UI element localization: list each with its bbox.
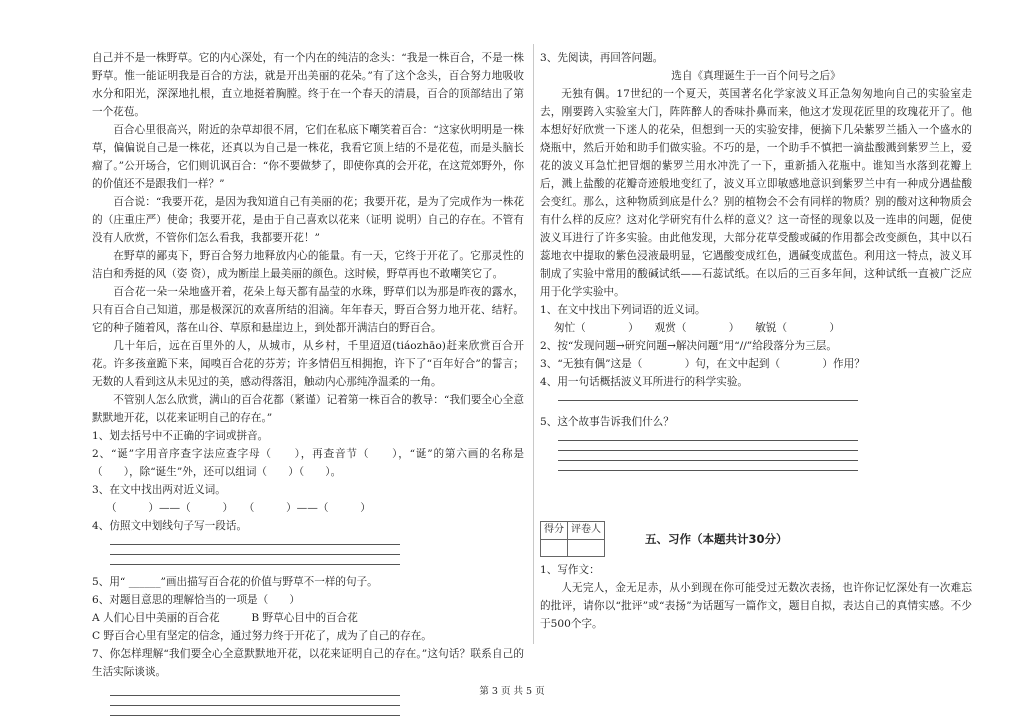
passage-paragraph-7: 不管别人怎么欣赏，满山的百合花都（紧谨）记着第一株百合的教导：“我们要全心全意默默地开花，以花来证明自己的存在。” bbox=[92, 394, 524, 424]
answer-line[interactable] bbox=[110, 705, 400, 706]
answer-line[interactable] bbox=[110, 554, 400, 555]
question-3: 3、在文中找出两对近义词。 bbox=[92, 484, 226, 496]
reading-passage: 无独有偶。17世纪的一个夏天，英国著名化学家波义耳正急匆匆地向自己的实验室走去，刚要跨入实验室大门，阵阵醉人的香味扑鼻而来，他这才发现花匠里的玫瑰花开了。他本想好好欣赏一下迷人的花朵，但想到一天的实验安排，便摘下几朵紫罗兰插入一个盛水的烧瓶中，然后开始和助手们做实验。不巧的是，一个助手不慎把一滴盐酸溅到紫罗兰上，爱花的波义耳急忙把冒烟的紫罗兰用水冲洗了一下，重新插入花瓶中。谁知当水落到花瓣上后，溅上盐酸的花瓣奇迹般地变红了，波义耳立即敏感地意识到紫罗兰中有一种成分遇盐酸会变红。那么，这种物质到底是什么？别的植物会不会有同样的物质？别的酸对这种物质会有什么样的反应？这对化学研究有什么样的意义？这一奇怪的现象以及一连串的问题，促使波义耳进行了许多实验。由此他发现，大部分花草受酸或碱的作用都会改变颜色，其中以石蕊地衣中提取的紫色浸液最明显，它遇酸变成红色，遇碱变成蓝色。利用这一特点，波义耳制成了实验中常用的酸碱试纸——石蕊试纸。在以后的三百多年间，这种试纸一直被广泛应用于化学实验中。 bbox=[540, 88, 972, 298]
passage-paragraph-2: 百合心里很高兴，附近的杂草却很不屑，它们在私底下嘲笑着百合：“这家伙明明是一株草，偏偏说自己是一株花，还真以为自己是一株花，我看它顶上结的不是花苞，而是头脑长瘤了。”公开场合，它们则讥讽百合：“你不要做梦了，即使你真的会开花，在这荒郊野外，你的价值还不是跟我们一样？” bbox=[92, 124, 524, 190]
page-number: 第 3 页 共 5 页 bbox=[479, 686, 545, 697]
reading-question-5: 5、这个故事告诉我们什么？ bbox=[540, 416, 674, 428]
answer-line[interactable] bbox=[558, 460, 858, 461]
passage-paragraph-4: 在野草的鄙夷下，野百合努力地释放内心的能量。有一天，它终于开花了。它那灵性的洁白和秀挺的风（姿 资），成为断崖上最美丽的颜色。这时候，野草再也不敢嘲笑它了。 bbox=[92, 250, 524, 280]
reading-question-1-blanks: 匆忙（ ） 观赏（ ） 敏锐（ ） bbox=[554, 322, 841, 334]
grader-label: 评卷人 bbox=[568, 522, 604, 540]
section-title: 五、习作（本题共计30分） bbox=[645, 532, 788, 546]
reading-source: 选自《真理诞生于一百个问号之后》 bbox=[671, 70, 841, 82]
right-column bbox=[540, 49, 972, 633]
question-6: 6、对题目意思的理解恰当的一项是（ ） bbox=[92, 594, 301, 606]
passage-paragraph-5: 百合花一朵一朵地盛开着，花朵上每天都有晶莹的水珠，野草们以为那是昨夜的露水，只有百合自己知道，那是极深沉的欢喜所结的泪滴。年年春天，野百合努力地开花、结籽。它的种子随着风，落在山谷、草原和悬崖边上，到处都开满洁白的野百合。 bbox=[92, 286, 524, 334]
answer-line[interactable] bbox=[110, 715, 400, 716]
answer-line[interactable] bbox=[558, 470, 858, 471]
reading-question-4: 4、用一句话概括波义耳所进行的科学实验。 bbox=[540, 376, 749, 388]
score-table bbox=[540, 521, 605, 557]
reading-question-3: 3、“无独有偶”这是（ ）句，在文中起到（ ）作用？ bbox=[540, 358, 865, 370]
reading-question-intro: 3、先阅读，再回答问题。 bbox=[540, 52, 664, 64]
reading-question-2: 2、按“发现问题→研究问题→解决问题”用“//”给段落分为三层。 bbox=[540, 340, 837, 352]
reading-question-1: 1、在文中找出下列词语的近义词。 bbox=[540, 304, 706, 316]
question-1: 1、划去括号中不正确的字词或拼音。 bbox=[92, 430, 269, 442]
question-2: 2、“诞”字用音序查字法应查字母（ ），再查音节（ ），“诞”的第六画的名称是（ ），除“诞生”外，还可以组词（ ）（ ）。 bbox=[92, 448, 524, 478]
passage-paragraph-3: 百合说：“我要开花，是因为我知道自己有美丽的花；我要开花，是为了完成作为一株花的（庄重庄严）使命；我要开花，是由于自己喜欢以花来（证明 说明）自己的存在。不管有没有人欣赏，不管你们怎么看我，我都要开花！” bbox=[92, 196, 524, 244]
answer-line[interactable] bbox=[558, 450, 858, 451]
column-divider bbox=[533, 44, 534, 644]
score-value-cell[interactable] bbox=[541, 540, 568, 557]
question-4: 4、仿照文中划线句子写一段话。 bbox=[92, 520, 248, 532]
writing-prompt: 人无完人，金无足赤，从小到现在你可能受过无数次表扬，也许你记忆深处有一次难忘的批评，请你以“批评”或“表扬”为话题写一篇作文，题目自拟，表达自己的真情实感。不少于500个字。 bbox=[540, 582, 972, 630]
writing-question-1: 1、写作文： bbox=[540, 564, 600, 576]
question-7: 7、你怎样理解“我们要全心全意默默地开花，以花来证明自己的存在。”这句话？联系自己的生活实际谈谈。 bbox=[92, 648, 524, 678]
passage-paragraph-1: 自己并不是一株野草。它的内心深处，有一个内在的纯洁的念头：“我是一株百合，不是一株野草。惟一能证明我是百合的方法，就是开出美丽的花朵。”有了这个念头，百合努力地吸收水分和阳光，深深地扎根，直立地挺着胸膛。终于在一个春天的清晨，百合的顶部结出了第一个花苞。 bbox=[92, 52, 524, 118]
question-6-option-c: C 野百合心里有坚定的信念，通过努力终于开花了，成为了自己的存在。 bbox=[92, 630, 432, 642]
section-header bbox=[540, 521, 972, 557]
question-5: 5、用“ ______”画出描写百合花的价值与野草不一样的句子。 bbox=[92, 576, 378, 588]
grader-value-cell[interactable] bbox=[568, 540, 604, 557]
passage-paragraph-6: 几十年后，远在百里外的人，从城市，从乡村，千里迢迢(tiáozhāo)赶来欣赏百合开花。许多孩童跪下来，闻嗅百合花的芬芳；许多情侣互相拥抱，许下了“百年好合”的誓言；无数的人看到这从未见过的美，感动得落泪，触动内心那纯净温柔的一角。 bbox=[92, 340, 524, 388]
question-6-options-ab: A 人们心目中美丽的百合花 B 野草心目中的百合花 bbox=[92, 612, 358, 624]
answer-line[interactable] bbox=[110, 564, 400, 565]
score-label: 得分 bbox=[541, 522, 568, 540]
question-3-blanks: （ ）——（ ） （ ）——（ ） bbox=[106, 502, 371, 514]
answer-line[interactable] bbox=[110, 544, 400, 545]
answer-line[interactable] bbox=[558, 440, 858, 441]
left-column bbox=[92, 49, 524, 716]
